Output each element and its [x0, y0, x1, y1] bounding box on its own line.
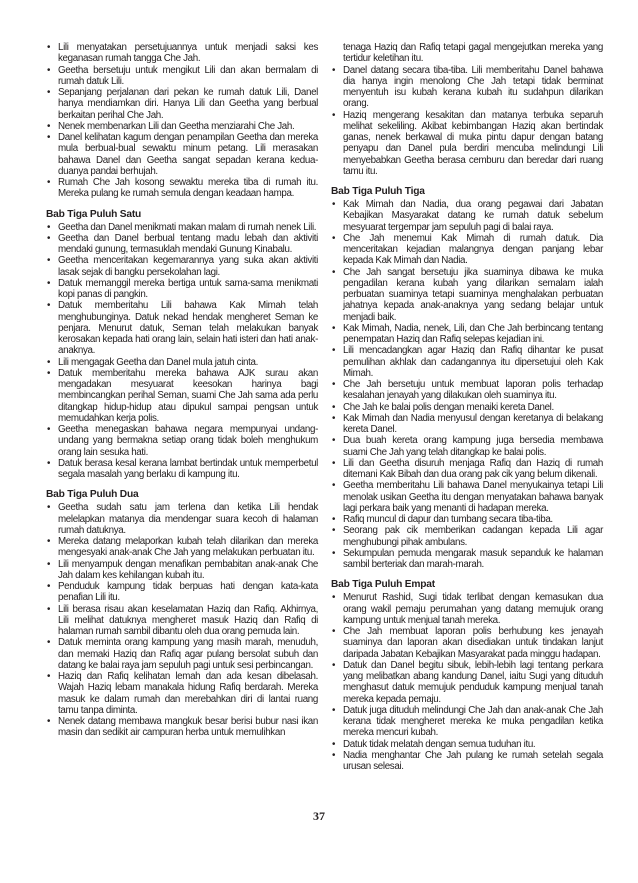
list-item: • Datuk tidak melatah dengan semua tuduhan itu.: [331, 739, 603, 750]
list-item: • Che Jah bersetuju untuk membuat laporan polis terhadap kesalahan jenayah yang dilakukan oleh suaminya itu.: [331, 379, 603, 402]
section-31-list: [46, 222, 318, 481]
list-item: • Nadia menghantar Che Jah pulang ke rumah setelah segala urusan selesai.: [331, 750, 603, 773]
list-item: • Che Jah menemui Kak Mimah di rumah datuk. Dia menceritakan kejadian malangnya dengan panjang lebar kepada Kak Mimah dan Nadia.: [331, 233, 603, 267]
list-item: • Lili dan Geetha disuruh menjaga Rafiq dan Haziq di rumah ditemani Kak Bibah dan dua orang pak cik yang belum dikenali.: [331, 458, 603, 481]
list-item: • Menurut Rashid, Sugi tidak terlibat dengan kemasukan dua orang wakil pemaju perumahan yang datang memujuk orang kampung untuk menjual tanah mereka.: [331, 592, 603, 626]
list-item: • Geetha menceritakan kegemarannya yang suka akan aktiviti lasak sejak di bangku persekolahan lagi.: [46, 255, 318, 278]
section-heading-31: Bab Tiga Puluh Satu: [46, 208, 142, 220]
list-item: • Geetha menegaskan bahawa negara mempunyai undang-undang yang bermakna setiap orang tidak boleh menghukum orang lain sesuka hati.: [46, 424, 318, 458]
section-34-list: [331, 592, 603, 772]
section-33-list: [331, 199, 603, 570]
list-item: • Nenek membenarkan Lili dan Geetha menziarahi Che Jah.: [46, 121, 318, 132]
list-item: • Datuk dan Danel begitu sibuk, lebih-lebih lagi tentang perkara yang melibatkan abang kandung Danel, iaitu Sugi yang dituduh menghasut datuk memujuk penduduk kampung menjual tanah mereka kepada pemaju.: [331, 660, 603, 705]
list-item: • Penduduk kampung tidak berpuas hati dengan kata-kata penafian Lili itu.: [46, 581, 318, 604]
list-item: • Kak Mimah dan Nadia, dua orang pegawai dari Jabatan Kebajikan Masyarakat datang ke rumah datuk sebelum mesyuarat tergempar jam sepuluh pagi di balai raya.: [331, 199, 603, 233]
list-item: • Haziq mengerang kesakitan dan matanya terbuka separuh melihat sekeliling. Akibat kebimbangan Haziq akan bertindak ganas, nenek berkawal di muka pintu dapur dengan batang penyapu dan Danel pula berdiri mencuba melindungi Lili menyebabkan Geetha berasa cemburu dan beredar dari ruang tamu itu.: [331, 110, 603, 178]
list-item: • Geetha bersetuju untuk mengikut Lili dan akan bermalam di rumah datuk Lili.: [46, 65, 318, 88]
list-item: • Danel datang secara tiba-tiba. Lili memberitahu Danel bahawa dia hanya ingin menolong Che Jah tetapi tidak berminat menyentuh isu kubah kerana kubah itu sudahpun dilarikan orang.: [331, 65, 603, 110]
list-item: • Lili menyatakan persetujuannya untuk menjadi saksi kes keganasan rumah tangga Che Jah.: [46, 42, 318, 65]
section-heading-32: Bab Tiga Puluh Dua: [46, 489, 139, 501]
list-item: • Seorang pak cik memberikan cadangan kepada Lili agar menghubungi pihak ambulans.: [331, 525, 603, 548]
list-item: • Datuk memberitahu Lili bahawa Kak Mimah telah menghubunginya. Datuk nekad hendak mengheret Seman ke penjara. Menurut datuk, Seman telah melakukan banyak kerosakan kepada hati orang lain, selain hati isteri dan hati anak-anaknya.: [46, 300, 318, 356]
list-item: • Lili mencadangkan agar Haziq dan Rafiq dihantar ke pusat pemulihan akhlak dan cadangannya itu dipersetujui oleh Kak Mimah.: [331, 345, 603, 379]
list-item: • Datuk meminta orang kampung yang masih marah, menuduh, dan memaki Haziq dan Rafiq agar pulang bersolat subuh dan datang ke balai raya jam sepuluh pagi untuk sesi perbincangan.: [46, 637, 318, 671]
section-heading-34: Bab Tiga Puluh Empat: [331, 579, 435, 591]
list-item: • Haziq dan Rafiq kelihatan lemah dan ada kesan dibelasah. Wajah Haziq lebam manakala hidung Rafiq berdarah. Mereka masuk ke dalam rumah dan merebahkan diri di lantai ruang tamu tanpa diminta.: [46, 671, 318, 716]
list-item: • Kak Mimah, Nadia, nenek, Lili, dan Che Jah berbincang tentang penempatan Haziq dan Rafiq selepas kejadian ini.: [331, 323, 603, 346]
list-item: • Sepanjang perjalanan dari pekan ke rumah datuk Lili, Danel hanya mendiamkan diri. Hanya Lili dan Geetha yang berbual berkaitan perihal Che Jah.: [46, 87, 318, 121]
section-32-list: [46, 502, 318, 738]
list-item: • Geetha sudah satu jam terlena dan ketika Lili hendak melelapkan matanya dia mendengar suara kecoh di halaman rumah datuknya.: [46, 502, 318, 536]
list-item: • Dua buah kereta orang kampung juga bersedia membawa suami Che Jah yang telah ditangkap ke balai polis.: [331, 435, 603, 458]
list-item: • Lili mengagak Geetha dan Danel mula jatuh cinta.: [46, 357, 318, 368]
right-column: [331, 42, 603, 772]
list-item: • Che Jah membuat laporan polis berhubung kes jenayah suaminya dan laporan akan disediakan untuk tindakan lanjut daripada Jabatan Kebajikan Masyarakat pada minggu hadapan.: [331, 626, 603, 660]
list-item: • Rumah Che Jah kosong sewaktu mereka tiba di rumah itu. Mereka pulang ke rumah semula dengan keadaan hampa.: [46, 177, 318, 200]
intro-list: [46, 42, 318, 200]
list-item: • Nenek datang membawa mangkuk besar berisi bubur nasi ikan masin dan sedikit air campuran herba untuk memulihkan: [46, 716, 318, 739]
left-column: [46, 42, 318, 739]
list-item: • Datuk berasa kesal kerana lambat bertindak untuk memperbetul segala masalah yang berlaku di kampung itu.: [46, 458, 318, 481]
list-item: • Che Jah ke balai polis dengan menaiki kereta Danel.: [331, 402, 603, 413]
list-item: • Danel kelihatan kagum dengan penampilan Geetha dan mereka mula berbual-bual sewaktu minum petang. Lili merasakan bahawa Danel dan Geetha sangat sepadan kerana kedua-duanya pandai berhujah.: [46, 132, 318, 177]
list-item: • Mereka datang melaporkan kubah telah dilarikan dan mereka mengesyaki anak-anak Che Jah yang melakukan perbuatan itu.: [46, 536, 318, 559]
list-item: • Geetha dan Danel berbual tentang madu lebah dan aktiviti mendaki gunung, termasuklah mendaki Gunung Kinabalu.: [46, 233, 318, 256]
list-item: • Geetha memberitahu Lili bahawa Danel menyukainya tetapi Lili menolak usikan Geetha itu dengan menyatakan bahawa banyak lagi perkara baik yang menanti di hadapan mereka.: [331, 480, 603, 514]
list-item: • Sekumpulan pemuda mengarak masuk sepanduk ke halaman sambil berteriak dan marah-marah.: [331, 548, 603, 571]
page-number: 37: [313, 809, 325, 823]
continued-text: tenaga Haziq dan Rafiq tetapi gagal mengejutkan mereka yang tertidur keletihan itu.: [343, 42, 603, 65]
right-intro-list: [331, 65, 603, 178]
list-item: • Geetha dan Danel menikmati makan malam di rumah nenek Lili.: [46, 222, 318, 233]
list-item: • Datuk juga dituduh melindungi Che Jah dan anak-anak Che Jah kerana tidak mengheret mereka ke muka pengadilan ketika mereka mencuri kubah.: [331, 705, 603, 739]
section-heading-33: Bab Tiga Puluh Tiga: [331, 186, 425, 197]
list-item: • Rafiq muncul di dapur dan tumbang secara tiba-tiba.: [331, 514, 603, 525]
list-item: • Lili berasa risau akan keselamatan Haziq dan Rafiq. Akhirnya, Lili melihat datuknya mengheret masuk Haziq dan Rafiq di halaman rumah sambil dibantu oleh dua orang pemuda lain.: [46, 604, 318, 638]
list-item: • Che Jah sangat bersetuju jika suaminya dibawa ke muka pengadilan kerana kubah yang dilarikan semalam ialah perbuatan suaminya tetapi suaminya menghalakan perbuatan jahatnya kepada anak-anaknya yang sedang belajar untuk menjadi baik.: [331, 267, 603, 323]
list-item: • Datuk memanggil mereka bertiga untuk sama-sama menikmati kopi panas di pangkin.: [46, 278, 318, 301]
list-item: • Datuk memberitahu mereka bahawa AJK surau akan mengadakan mesyuarat keesokan harinya bagi membincangkan perihal Seman, suami Che Jah sama ada perlu ditangkap hidup-hidup atau dipukul sampai pengsan untuk memudahkan kerja polis.: [46, 368, 318, 424]
list-item: • Kak Mimah dan Nadia menyusul dengan keretanya di belakang kereta Danel.: [331, 413, 603, 436]
list-item: • Lili menyampuk dengan menafikan pembabitan anak-anak Che Jah dalam kes kehilangan kubah itu.: [46, 559, 318, 582]
